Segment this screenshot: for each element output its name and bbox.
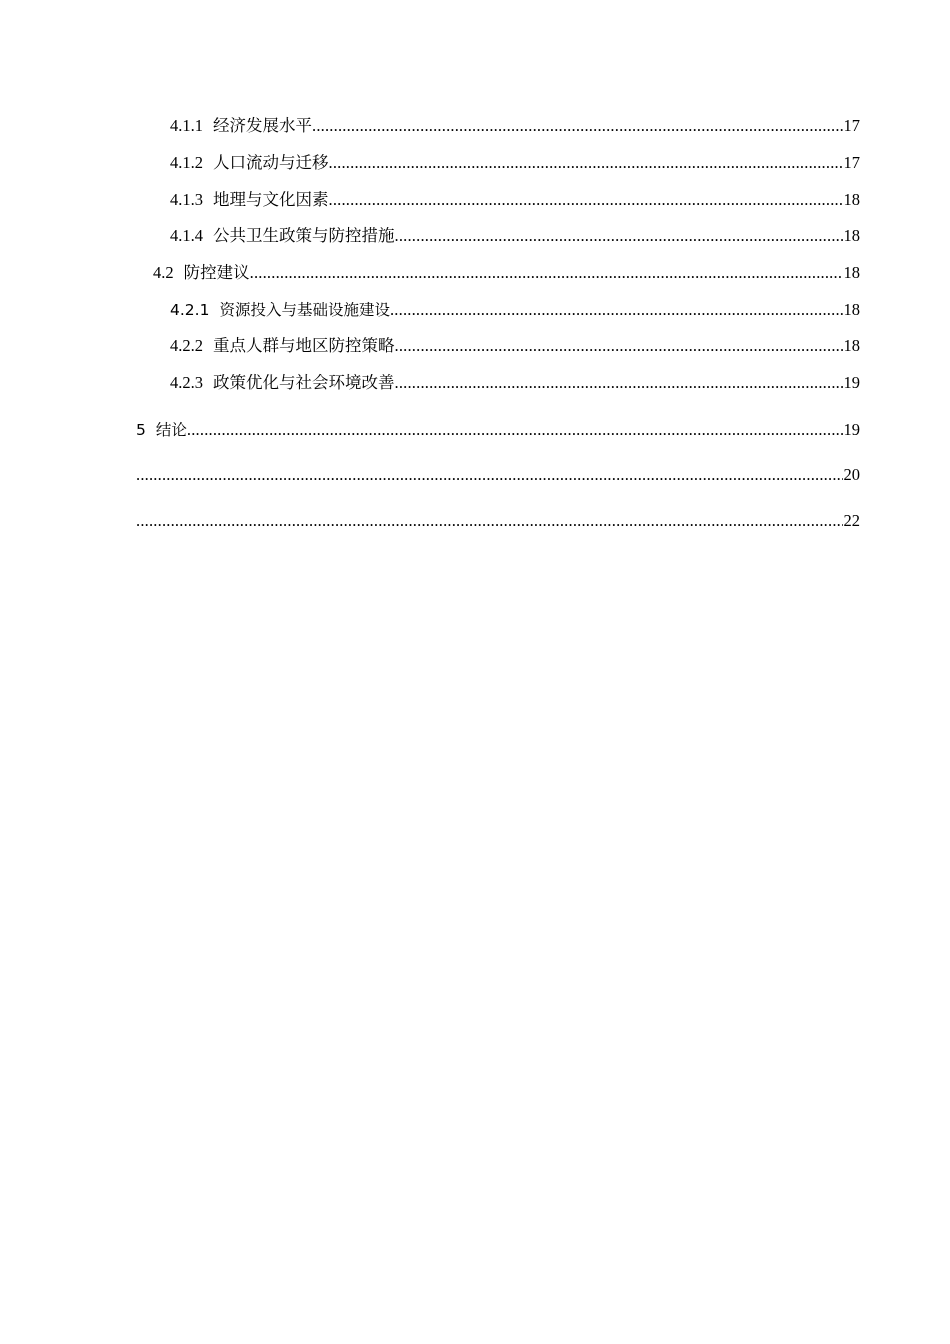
toc-entry-number: 4.2.2	[170, 336, 203, 355]
toc-entry-title: 资源投入与基础设施建设	[219, 301, 390, 319]
toc-entry-title: 防控建议	[183, 263, 250, 282]
toc-dot-leader	[395, 370, 843, 396]
toc-entry-4-1-4[interactable]	[136, 223, 860, 249]
toc-entry-number: 4.1.4	[170, 226, 203, 245]
toc-entry-4-2-2[interactable]	[136, 333, 860, 359]
toc-dot-leader	[390, 297, 843, 323]
toc-dot-leader	[312, 113, 843, 139]
toc-entry-title: 政策优化与社会环境改善	[213, 373, 395, 392]
toc-entry-title: 人口流动与迁移	[213, 153, 329, 172]
toc-page-number: 18	[843, 336, 860, 355]
toc-entry-4-1-2[interactable]	[136, 150, 860, 176]
toc-page-number: 19	[843, 420, 860, 439]
toc-dot-leader	[395, 333, 843, 359]
toc-page-number: 20	[843, 465, 860, 484]
toc-dot-leader	[136, 462, 843, 488]
toc-page-number: 17	[843, 153, 860, 172]
toc-entry-title: 重点人群与地区防控策略	[213, 336, 395, 355]
toc-entry-number: 4.2	[153, 263, 174, 282]
toc-page-number: 17	[843, 116, 860, 135]
toc-entry-4-2-3[interactable]	[136, 370, 860, 396]
toc-entry-title: 结论	[155, 421, 187, 439]
toc-page-number: 22	[843, 511, 860, 530]
toc-page-number: 19	[843, 373, 860, 392]
toc-page-number: 18	[843, 263, 860, 282]
toc-page-number: 18	[843, 226, 860, 245]
toc-entry-number: 4.2.3	[170, 373, 203, 392]
toc-dot-leader	[395, 223, 843, 249]
toc-entry-title: 经济发展水平	[213, 116, 312, 135]
toc-entry-number: 4.2.1	[170, 301, 210, 319]
toc-dot-leader	[187, 417, 843, 443]
toc-entry-5[interactable]	[136, 417, 860, 443]
toc-dot-leader	[250, 260, 843, 286]
toc-dot-leader	[136, 508, 843, 534]
toc-entry-title: 公共卫生政策与防控措施	[213, 226, 395, 245]
toc-entry-4-1-3[interactable]	[136, 187, 860, 213]
toc-dot-leader	[329, 187, 843, 213]
toc-entry-number: 4.1.2	[170, 153, 203, 172]
toc-entry-number: 5	[136, 421, 146, 439]
toc-entry-untitled-2[interactable]	[136, 508, 860, 534]
toc-entry-4-2-1[interactable]	[136, 297, 860, 323]
toc-entry-4-2[interactable]	[136, 260, 860, 286]
toc-entry-title: 地理与文化因素	[213, 190, 329, 209]
toc-page-number: 18	[843, 300, 860, 319]
toc-entry-number: 4.1.3	[170, 190, 203, 209]
toc-entry-4-1-1[interactable]	[136, 113, 860, 139]
toc-entry-untitled-1[interactable]	[136, 462, 860, 488]
toc-dot-leader	[329, 150, 843, 176]
toc-entry-number: 4.1.1	[170, 116, 203, 135]
toc-page-number: 18	[843, 190, 860, 209]
